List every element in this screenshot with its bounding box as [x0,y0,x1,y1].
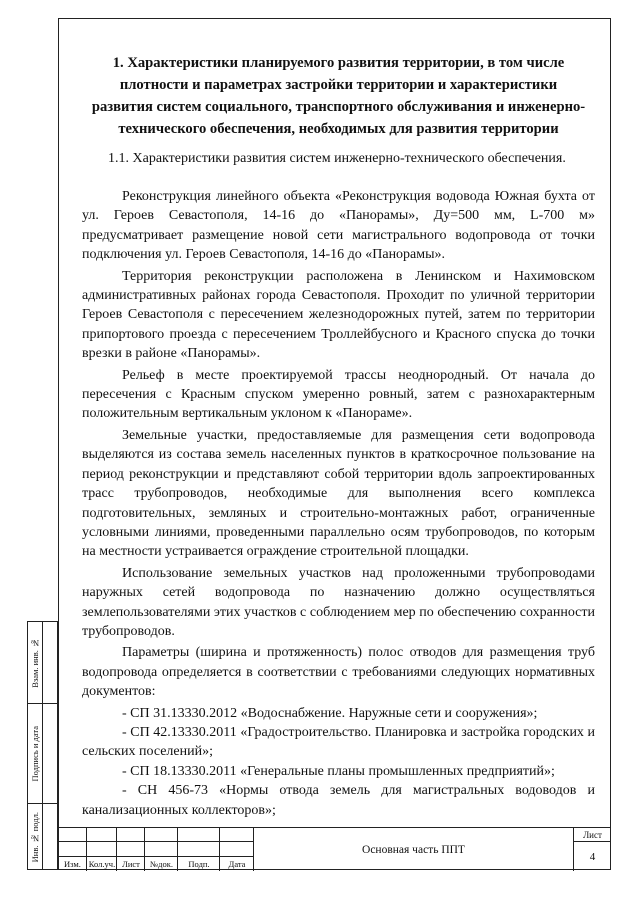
paragraph: Параметры (ширина и протяженность) полос отводов для размещения труб водопровода определяется в соответствии с требованиями следующих нормативных документов: [82,645,595,700]
header-count: Кол.уч. [88,859,116,869]
header-signature: Подп. [188,859,210,869]
header-sheet: Лист [122,859,140,869]
subsection-heading: 1.1. Характеристики развития систем инженерно-технического обеспечения. [108,151,566,166]
sheet-label: Лист [574,828,611,842]
side-cell-original [28,804,42,870]
paragraph: Территория реконструкции расположена в Ленинском и Нахимовском административных районах города Севастополя. Проходит по уличной территории Героев Севастополя с пересечением железнодорожных путей, затем по территории припортового проезда с пересечением Троллейбусного и Красного спуска до точки врезки в районе «Панорамы». [82,268,595,362]
title-block [58,827,611,870]
side-stamp-value-column [43,622,57,869]
label-inv-original: Инв. № подл. [30,811,40,863]
side-stamp [27,621,58,870]
sheet-number: 4 [589,850,596,863]
document-body [82,187,595,820]
document-content [82,52,595,820]
label-inv-replacement: Взам. инв. № [30,637,40,688]
list-item: - СП 18.13330.2011 «Генеральные планы промышленных предприятий»; [122,763,555,779]
side-cell-signature [28,704,42,804]
side-stamp-label-column [28,622,43,869]
side-cell-replacement [28,622,42,704]
label-signature-date: Подпись и дата [30,725,40,782]
paragraph: Рельеф в месте проектируемой трассы неоднородный. От начала до пересечения с Красным спуском умеренно ровный, затем с разнохарактерным положительным вертикальным уклоном к «Панораме». [82,367,595,422]
section-heading: 1. Характеристики планируемого развития территории, в том числе плотности и параметрах застройки территории и характеристики развития систем социального, транспортного обслуживания и инженерно-технического обеспечения, необходимых для развития территории [91,55,586,137]
paragraph: Использование земельных участков над проложенными трубопроводами наружных сетей водопровода по назначению должно осуществляться землепользователями этих участков с соблюдением мер по обеспечению сохранности трубопроводов. [82,565,595,639]
document-title: Основная часть ППТ [254,828,574,871]
list-item: - СП 42.13330.2011 «Градостроительство. Планировка и застройка городских и сельских поселений»; [82,724,595,760]
list-item: - СН 456-73 «Нормы отвода земель для магистральных водоводов и канализационных коллекторов»; [82,783,595,818]
header-date: Дата [228,859,246,869]
paragraph: Реконструкция линейного объекта «Реконструкция водовода Южная бухта от ул. Героев Севастополя, 14-16 до «Панорамы», Ду=500 мм, L-700 м» предусматривает размещение новой сети магистрального водопровода от точки подключения ул. Героев Севастополя, 14-16 до «Панорамы». [82,189,595,263]
header-doc-number: №док. [150,859,173,869]
list-item: - СП 31.13330.2012 «Водоснабжение. Наружные сети и сооружения»; [122,705,538,721]
header-change: Изм. [64,859,81,869]
paragraph: Земельные участки, предоставляемые для размещения сети водопровода выделяются из состава земель населенных пунктов в краткосрочное пользование на период реконструкции и представляют собой территории вдоль запроектированных трасс трубопроводов, необходимые для выполнения всего комплекса подготовительных, земляных и строительно-монтажных работ, ограниченные условными линиями, проведенными параллельно осям трубопроводов, по которым на местности устраивается ограждение строительной площадки. [82,427,595,560]
